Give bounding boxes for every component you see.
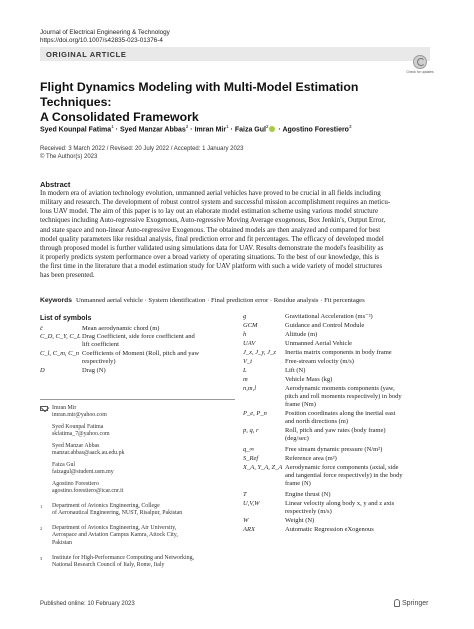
published-online-date: Published online: 10 February 2023 — [40, 601, 135, 607]
affiliation-number: 3 — [40, 556, 43, 561]
symbol-description: frame (N) — [285, 480, 311, 488]
abstract-line: lous UAV model. The aim of this paper is to lay out an elaborate model estimation scheme using various model structure — [40, 207, 379, 216]
symbol-description: lift coefficient — [82, 341, 119, 349]
symbol: q_∞ — [243, 446, 255, 453]
symbols-heading: List of symbols — [40, 315, 92, 322]
author-name: Faiza Gul — [234, 126, 266, 134]
symbol-description: Aerodynamic force components (axial, side — [285, 464, 399, 471]
contact-name: Faiza Gul — [52, 462, 76, 468]
abstract-line: military and research. The development of robust control system and successful mission accomplishment requires an meticu- — [40, 198, 391, 207]
author-name: Imran Mir — [194, 126, 227, 134]
contact-email[interactable]: skfatima_7@yahoo.com — [52, 431, 110, 438]
symbol: C_l, C_m, C_n — [40, 350, 80, 357]
contact-entry — [40, 462, 235, 477]
footnote-divider — [40, 399, 235, 400]
abstract-line: model quality parameters like residual analysis, final prediction error and fit percentages. The efficacy of developed model — [40, 234, 384, 243]
symbol-description: Drag Coefficient, side force coefficient and — [82, 333, 195, 340]
symbol: c̄ — [40, 325, 43, 332]
affiliation-text: National Research Council of Italy, Rome, Italy — [52, 562, 165, 569]
symbol-description: Coefficients of Moment (Roll, pitch and yaw — [82, 350, 200, 357]
journal-name: Journal of Electrical Engineering & Technology — [40, 29, 170, 36]
symbol-description: (deg/sec) — [285, 435, 309, 443]
symbol: U,V,W — [243, 500, 260, 507]
symbol: C_D, C_Y, C_L — [40, 333, 81, 340]
check-for-updates-icon — [413, 55, 427, 69]
symbol: n,m,l — [243, 385, 256, 392]
publisher-name: Springer — [402, 599, 429, 607]
symbol: p, q, r — [243, 427, 259, 434]
article-type: ORIGINAL ARTICLE — [46, 50, 127, 59]
symbol: m — [243, 376, 248, 383]
symbol-description: Linear velocity along body x, y and z axis — [285, 500, 395, 507]
abstract-line: it properly predicts system performance over a broad variety of operating situations. To the best of our knowledge, this is — [40, 253, 379, 262]
author-affiliation-marker: 2 — [185, 124, 189, 129]
paper-title — [40, 80, 430, 125]
contact-name: Syed Kounpal Fatima — [52, 424, 104, 430]
abstract-text — [40, 189, 432, 281]
symbol-description: Automatic Regression eXogenous — [285, 526, 374, 533]
symbol: D — [40, 367, 45, 374]
symbol: h — [243, 331, 247, 338]
contact-email[interactable]: imran.mir@yahoo.com — [52, 412, 107, 419]
symbol-description: Reference area (m²) — [285, 455, 337, 462]
symbol-description: Roll, pitch and yaw rates (body frame) — [285, 427, 386, 434]
symbol: T — [243, 491, 247, 498]
symbol-description: Drag (N) — [82, 367, 106, 374]
history-dates: Received: 3 March 2022 / Revised: 20 July 2022 / Accepted: 1 January 2023 — [40, 146, 244, 152]
symbol: P_e, P_n — [243, 410, 267, 417]
abstract-line: In modern era of aviation technology evolution, unmanned aerial vehicles have proved to be crucial in all fields including — [40, 189, 381, 197]
abstract-line: the first time in the literature that a model estimation study for UAV platform with such a wide variety of model structures — [40, 262, 383, 271]
author-name: Syed Kounpal Fatima — [40, 126, 112, 134]
affiliation-text: of Aeronautical Engineering, NUST, Risalpur, Pakistan — [52, 510, 183, 517]
symbol: UAV — [243, 340, 256, 347]
symbol-description: Engine thrust (N) — [285, 491, 331, 498]
doi-link[interactable]: https://doi.org/10.1007/s42835-023-01376-4 — [40, 37, 163, 44]
check-for-updates-badge[interactable] — [406, 55, 434, 74]
symbol: ARX — [243, 526, 255, 533]
symbol-description: Position coordinates along the inertial east — [285, 410, 396, 417]
title-line-1: Flight Dynamics Modeling with Multi-Model Estimation Techniques: — [40, 80, 359, 109]
affiliation-text: Pakistan — [52, 539, 72, 546]
affiliation-text: Institute for High-Performance Computing and Networking, — [52, 555, 194, 561]
symbol-description: and tangential force respectively) in the body — [285, 472, 403, 480]
orcid-icon[interactable] — [269, 126, 275, 132]
symbol-description: Aerodynamic moments components (yaw, — [285, 385, 395, 392]
symbol-description: Free stream dynamic pressure (N/m²) — [285, 446, 383, 453]
article-type-band — [40, 47, 430, 61]
abstract-line: through proposed model is further validated using simulations data for UAV. Results demonstrate the model's feasibility as — [40, 243, 384, 252]
symbol-description: Lift (N) — [285, 367, 306, 374]
check-for-updates-label: Check for updates — [406, 70, 434, 74]
author-affiliation-marker: 2 — [265, 124, 269, 129]
contact-entry — [40, 481, 235, 496]
contact-email[interactable]: faizagul@student.usm.my — [52, 469, 114, 476]
symbol: V_t — [243, 358, 253, 365]
publisher-logo[interactable] — [394, 599, 428, 607]
author-affiliation-marker: 3 — [348, 124, 352, 129]
contact-email[interactable]: agostino.forestiero@icar.cnr.it — [52, 488, 124, 495]
copyright-line: © The Author(s) 2023 — [40, 154, 98, 160]
springer-horse-icon — [394, 599, 400, 607]
author-name: Syed Manzar Abbas — [119, 126, 186, 134]
contact-email[interactable]: manzar.abbas@aack.au.edu.pk — [52, 450, 125, 457]
symbol-description: Vehicle Mass (kg) — [285, 376, 333, 383]
symbol: X_A, Y_A, Z_A — [243, 464, 283, 471]
author-affiliation-marker: 1 — [226, 124, 229, 129]
symbol-description: Guidance and Control Module — [285, 322, 365, 329]
keywords-label: Keywords — [40, 297, 72, 304]
journal-header — [40, 29, 170, 45]
title-line-2: A Consolidated Framework — [40, 110, 199, 124]
affiliation-text: Department of Avionics Engineering, Air University, — [52, 525, 177, 531]
symbol: J_x, J_y, J_z — [243, 349, 276, 356]
abstract-line: and state space and non-linear Auto-regressive Exogenous. The obtained models are then analyzed and compared for best — [40, 225, 381, 234]
publication-dates — [40, 145, 243, 161]
author-name: Agostino Forestiero — [282, 126, 349, 134]
symbol-description: respectively) — [82, 358, 116, 366]
symbol-description: Inertia matrix components in body frame — [285, 349, 392, 356]
symbol: W — [243, 517, 249, 524]
symbol-description: Mean aerodynamic chord (m) — [82, 325, 160, 332]
affiliation-text: Department of Avionics Engineering, College — [52, 503, 160, 509]
abstract-line: techniques including Auto-regressive Exogenous, Auto-regressive Moving Average exogenous, Box Jenkin's, Output Error, — [40, 216, 386, 225]
symbol: S_Ref — [243, 455, 259, 462]
symbol-description: frame (Nm) — [285, 401, 316, 409]
keywords-line — [40, 297, 440, 304]
symbol-description: respectively (m/s) — [285, 508, 332, 516]
symbol-description: Altitude (m) — [285, 331, 318, 338]
keywords-text: Unmanned aerial vehicle · System identification · Final prediction error · Residue analysis · Fit percentages — [75, 297, 365, 304]
abstract-line: has been presented. — [40, 271, 95, 280]
contact-entry — [40, 405, 235, 420]
symbol-description: Free-stream velocity (m/s) — [285, 358, 354, 365]
contact-name: Syed Manzar Abbas — [52, 443, 100, 449]
symbol-description: Gravitational Acceleration (ms⁻²) — [285, 313, 373, 320]
symbol-description: Weight (N) — [285, 517, 315, 524]
contact-entry — [40, 424, 235, 439]
symbol: GCM — [243, 322, 258, 329]
symbol-description: pitch and roll moments respectively) in body — [285, 393, 402, 401]
symbol-description: and north directions (m) — [285, 418, 348, 426]
symbol-description: Unmanned Aerial Vehicle — [285, 340, 353, 347]
envelope-icon — [40, 406, 48, 411]
affiliation-text: Aerospace and Aviation Campus Kamra, Attock City, — [52, 532, 178, 539]
contact-entry — [40, 443, 235, 458]
affiliation-number: 1 — [40, 504, 43, 509]
symbol: L — [243, 367, 247, 374]
contact-name: Agostino Forestiero — [52, 481, 99, 487]
author-affiliation-marker: 1 — [111, 124, 114, 129]
contact-name: Imran Mir — [52, 405, 77, 411]
abstract-heading: Abstract — [40, 180, 71, 189]
affiliation-number: 2 — [40, 526, 43, 531]
author-list: Syed Kounpal Fatima$^1$ · Syed Manzar Abbas$^2$ · Imran Mir$^1$ · Faiza Gul$^2$ · Agostino Forestiero$^3$ — [40, 124, 352, 134]
symbol: g — [243, 313, 247, 320]
